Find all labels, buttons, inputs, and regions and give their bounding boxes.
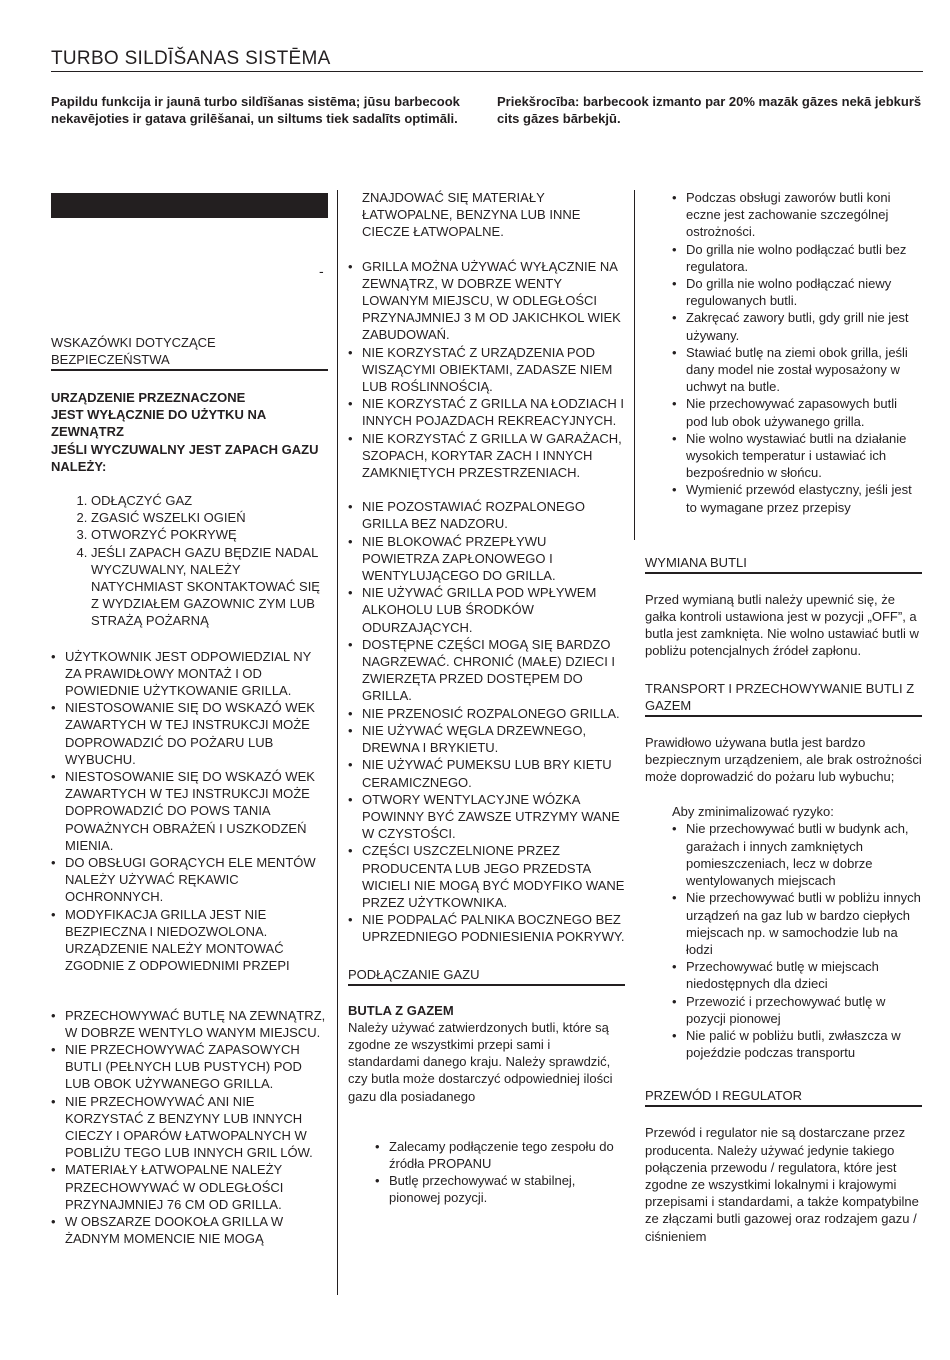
list-item: • MODYFIKACJA GRILLA JEST NIE BEZPIECZNA I NIEDOZWOLONA. URZĄDZENIE NALEŻY MONTOWAĆ ZGODNIE Z ODPOWIEDNIMI PRZEPI [51, 906, 328, 975]
title-rule [51, 71, 923, 72]
column-2 [348, 189, 625, 1207]
paragraph: Należy używać zatwierdzonych butli, które są zgodne ze wszystkimi przepi sami i standardami danego kraju. Należy sprawdzić, czy butla może dostarczyć odpowiedniej ilości gazu dla posiadanego [348, 1019, 613, 1104]
bullet-list [348, 258, 625, 482]
list-item: • Przechowywać butlę w miejscach niedostępnych dla dzieci [672, 958, 922, 992]
list-item: • NIESTOSOWANIE SIĘ DO WSKAZÓ WEK ZAWARTYCH W TEJ INSTRUKCJI MOŻE DOPROWADZIĆ DO POŻARU LUB WYBUCHU. [51, 699, 328, 768]
safety-heading: WSKAZÓWKI DOTYCZĄCE BEZPIECZEŃSTWA [51, 334, 328, 371]
paragraph: Przewód i regulator nie są dostarczane przez producenta. Należy używać jedynie takiego połączenia przewodu / regulatora, które jest zgodne ze wszystkimi lokalnymi i krajowymi przepisami i standardami, a także kompatybilne ze złączami butli gazowej oraz rodzajem gazu / ciśnieniem [645, 1125, 919, 1244]
list-item: • Wymienić przewód elastyczny, jeśli jest to wymagane przez przepisy [672, 481, 922, 515]
list-item: 3. OTWORZYĆ POKRYWĘ [91, 526, 328, 543]
list-item: • CZĘŚCI USZCZELNIONE PRZEZ PRODUCENTA LUB JEGO PRZEDSTA WICIELI NIE MOGĄ BYĆ MODYFIKO WANE PRZEZ UŻYTKOWNIKA. [348, 842, 625, 911]
list-item: • NIESTOSOWANIE SIĘ DO WSKAZÓ WEK ZAWARTYCH W TEJ INSTRUKCJI MOŻE DOPROWADZIĆ DO POWS TANIA POWAŻNYCH OBRAŻEŃ I USZKODZEŃ MIENIA. [51, 768, 328, 854]
page-title: TURBO SILDĪŠANAS SISTĒMA [51, 48, 331, 69]
list-item: • NIE UŻYWAĆ WĘGLA DRZEWNEGO, DREWNA I BRYKIETU. [348, 722, 625, 756]
bullet-list [51, 1007, 328, 1248]
list-item: • Do grilla nie wolno podłączać butli bez regulatora. [672, 241, 922, 275]
list-item: • NIE UŻYWAĆ GRILLA POD WPŁYWEM ALKOHOLU LUB ŚRODKÓW ODURZAJĄCYCH. [348, 584, 625, 636]
list-item: • NIE BLOKOWAĆ PRZEPŁYWU POWIETRZA ZAPŁONOWEGO I WENTYLUJĄCEGO DO GRILLA. [348, 533, 625, 585]
list-item: • GRILLA MOŻNA UŻYWAĆ WYŁĄCZNIE NA ZEWNĄTRZ, W DOBRZE WENTY LOWANYM MIEJSCU, W ODLEGŁOŚCI PRZYNAJMNIEJ 3 M OD JAKICHKOL WIEK ZABUDOWAŃ. [348, 258, 625, 344]
black-bar [51, 193, 328, 218]
list-item: 2. ZGASIĆ WSZELKI OGIEŃ [91, 509, 328, 526]
intro-left: Papildu funkcija ir jaunā turbo sildīšanas sistēma; jūsu barbecook nekavējoties ir gatava grilēšanai, un siltums tiek sadalīts optimāli. [51, 94, 460, 126]
list-item: 4. JEŚLI ZAPACH GAZU BĘDZIE NADAL WYCZUWALNY, NALEŻY NATYCHMIAST SKONTAKTOWAĆ SIĘ Z WYDZIAŁEM GAZOWNIC ZYM LUB STRAŻĄ POŻARNĄ [91, 544, 328, 630]
bullet-list [645, 820, 922, 1061]
warning-block [51, 389, 328, 475]
lead-text: Aby zminimalizować ryzyko: [672, 804, 834, 820]
list-item: • Do grilla nie wolno podłączać niewy regulowanych butli. [672, 275, 922, 309]
warning-line: URZĄDZENIE PRZEZNACZONE [51, 390, 246, 405]
list-item: • Przewozić i przechowywać butlę w pozycji pionowej [672, 993, 922, 1027]
cylinder-change-heading: WYMIANA BUTLI [645, 554, 922, 574]
list-item: • MATERIAŁY ŁATWOPALNE NALEŻY PRZECHOWYWAĆ W ODLEGŁOŚCI PRZYNAJMNIEJ 76 CM OD GRILLA. [51, 1161, 328, 1213]
list-item: • Stawiać butlę na ziemi obok grilla, jeśli dany model nie został wyposażony w uchwyt na butle. [672, 344, 922, 396]
list-item: • Zakręcać zawory butli, gdy grill nie jest używany. [672, 309, 922, 343]
column-1 [51, 334, 328, 1247]
warning-line: JEST WYŁĄCZNIE DO UŻYTKU NA ZEWNĄTRZ [51, 407, 266, 440]
list-item: • NIE KORZYSTAĆ Z GRILLA NA ŁODZIACH I INNYCH POJAZDACH REKREACYJNYCH. [348, 395, 625, 429]
list-item: • NIE POZOSTAWIAĆ ROZPALONEGO GRILLA BEZ NADZORU. [348, 498, 625, 532]
steps-list [51, 492, 328, 630]
column-divider [634, 190, 635, 540]
list-item: • NIE KORZYSTAĆ Z URZĄDZENIA POD WISZĄCYMI OBIEKTAMI, ZADASZE NIEM LUB ROŚLINNOŚCIĄ. [348, 344, 625, 396]
bullet-list [51, 648, 328, 975]
bullet-list [348, 498, 625, 945]
cylinder-subheading: BUTLA Z GAZEM [348, 1002, 454, 1018]
list-item: • NIE PODPALAĆ PALNIKA BOCZNEGO BEZ UPRZEDNIEGO PODNIESIENIA POKRYWY. [348, 911, 625, 945]
dash-mark: - [319, 263, 324, 279]
list-item: • Nie wolno wystawiać butli na działanie wysokich temperatur i ustawiać ich bezpośrednio w słońcu. [672, 430, 922, 482]
list-item: • NIE PRZECHOWYWAĆ ANI NIE KORZYSTAĆ Z BENZYNY LUB INNYCH CIECZY I OPARÓW ŁATWOPALNYCH W POBLIŻU TEGO LUB INNYCH GRIL LÓW. [51, 1093, 328, 1162]
paragraph: Prawidłowo używana butla jest bardzo bezpiecznym urządzeniem, ale brak ostrożności może doprowadzić do pożaru lub wybuchu; [645, 734, 922, 785]
list-item: • Nie palić w pobliżu butli, zwłaszcza w pojeździe podczas transportu [672, 1027, 922, 1061]
list-item: • NIE UŻYWAĆ PUMEKSU LUB BRY KIETU CERAMICZNEGO. [348, 756, 625, 790]
transport-heading: TRANSPORT I PRZECHOWYWANIE BUTLI Z GAZEM [645, 680, 922, 717]
hose-regulator-heading: PRZEWÓD I REGULATOR [645, 1087, 922, 1107]
list-item: • DOSTĘPNE CZĘŚCI MOGĄ SIĘ BARDZO NAGRZEWAĆ. CHRONIĆ (MAŁE) DZIECI I ZWIERZĘTA PRZED DOSTĘPEM DO GRILLA. [348, 636, 625, 705]
list-item: • PRZECHOWYWAĆ BUTLĘ NA ZEWNĄTRZ, W DOBRZE WENTYLO WANYM MIEJSCU. [51, 1007, 328, 1041]
bullet-list [348, 1138, 625, 1207]
list-item: • Butlę przechowywać w stabilnej, pionowej pozycji. [375, 1172, 625, 1206]
bullet-list [645, 189, 922, 516]
list-item: • OTWORY WENTYLACYJNE WÓZKA POWINNY BYĆ ZAWSZE UTRZYMY WANE W CZYSTOŚCI. [348, 791, 625, 843]
list-item: 1. ODŁĄCZYĆ GAZ [91, 492, 328, 509]
list-item: • DO OBSŁUGI GORĄCYCH ELE MENTÓW NALEŻY UŻYWAĆ RĘKAWIC OCHRONNYCH. [51, 854, 328, 906]
intro-right: Priekšrocība: barbecook izmanto par 20% mazāk gāzes nekā jebkurš cits gāzes bārbekjū. [497, 94, 922, 126]
list-item: • Podczas obsługi zaworów butli koni eczne jest zachowanie szczególnej ostrożności. [672, 189, 922, 241]
gas-connection-heading: PODŁĄCZANIE GAZU [348, 966, 625, 986]
column-3 [645, 189, 922, 1245]
list-item: • W OBSZARZE DOOKOŁA GRILLA W ŻADNYM MOMENCIE NIE MOGĄ [51, 1213, 328, 1247]
list-item: • Nie przechowywać butli w pobliżu innych urządzeń na gaz lub w bardzo ciepłych miejscach np. w samochodzie lub na łodzi [672, 889, 922, 958]
column-divider [337, 190, 338, 1295]
list-item: • Nie przechowywać butli w budynk ach, garażach i innych zamkniętych pomieszczeniach, lecz w dobrze wentylowanych miejscach [672, 820, 922, 889]
list-item: • UŻYTKOWNIK JEST ODPOWIEDZIAL NY ZA PRAWIDŁOWY MONTAŻ I OD POWIEDNIE UŻYTKOWANIE GRILLA. [51, 648, 328, 700]
list-item: • Nie przechowywać zapasowych butli pod lub obok używanego grilla. [672, 395, 922, 429]
warning-line: JEŚLI WYCZUWALNY JEST ZAPACH GAZU NALEŻY: [51, 441, 319, 474]
list-item: • NIE PRZECHOWYWAĆ ZAPASOWYCH BUTLI (PEŁNYCH LUB PUSTYCH) POD LUB OBOK UŻYWANEGO GRILLA. [51, 1041, 328, 1093]
list-item: • NIE KORZYSTAĆ Z GRILLA W GARAŻACH, SZOPACH, KORYTAR ZACH I INNYCH ZAMKNIĘTYCH PRZESTRZENIACH. [348, 430, 625, 482]
continued-text: ZNAJDOWAĆ SIĘ MATERIAŁY ŁATWOPALNE, BENZYNA LUB INNE CIECZE ŁATWOPALNE. [362, 190, 581, 240]
paragraph: Przed wymianą butli należy upewnić się, że gałka kontroli ustawiona jest w pozycji „OFF”, a butla jest zamknięta. Nie wolno ustawiać butli w pobliżu potencjalnych źródeł zapłonu. [645, 591, 919, 659]
list-item: • NIE PRZENOSIĆ ROZPALONEGO GRILLA. [348, 705, 625, 722]
list-item: • Zalecamy podłączenie tego zespołu do źródła PROPANU [375, 1138, 625, 1172]
